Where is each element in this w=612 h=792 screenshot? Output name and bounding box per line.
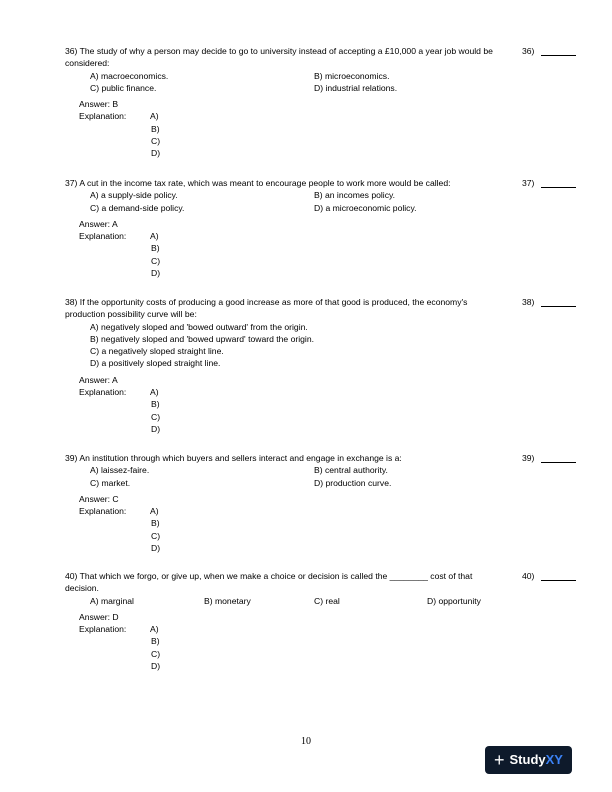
options [65,595,611,607]
explanation-a: A) [150,111,159,122]
option-b: B) monetary [204,595,251,606]
logo-text-main: Study [509,751,546,767]
question-stem: 36) The study of why a person may decide to go to university instead of accepting a £10,000 a year job would be considered: [65,46,493,69]
question-stem: 37) A cut in the income tax rate, which was meant to encourage people to work more would be called: [65,178,451,188]
question-stem: 40) That which we forgo, or give up, when we make a choice or decision is called the ________ cost of that decision. [65,571,473,594]
explanation-d: D) [151,543,161,554]
option-c: C) public finance. [90,82,157,93]
option-c: C) real [314,595,340,606]
explanation-b: B) [151,518,160,529]
explanation-a: A) [150,231,159,242]
question-40 [65,570,611,672]
explanation-c: C) [151,648,161,659]
answer-blank [541,580,576,581]
option-a: A) macroeconomics. [90,70,169,81]
answer-number: 37) [522,178,535,188]
explanation-label: Explanation: [79,231,127,242]
option-b: B) negatively sloped and 'bowed upward' toward the origin. [90,333,314,344]
question-stem: 39) An institution through which buyers and sellers interact and engage in exchange is a: [65,453,402,463]
answer-blank [541,55,576,56]
answer-line: Answer: A [79,374,118,385]
explanation-label: Explanation: [79,506,127,517]
logo-text-accent: XY [545,751,563,767]
answer-number: 39) [522,453,535,463]
answer-blank [541,462,576,463]
option-a: A) marginal [90,595,134,606]
explanation-b: B) [151,123,160,134]
answer-number: 40) [522,571,535,581]
question-stem: 38) If the opportunity costs of producing a good increase as more of that good is produced, the economy's production possibility curve will be: [65,297,468,320]
question-37 [65,177,611,279]
option-a: A) negatively sloped and 'bowed outward' from the origin. [90,321,308,332]
explanation-b: B) [151,243,160,254]
explanation-d: D) [151,661,161,672]
explanation [79,505,611,554]
options [65,464,611,489]
explanation-b: B) [151,399,160,410]
explanation-b: B) [151,636,160,647]
explanation [79,623,611,672]
option-b: B) central authority. [314,465,388,476]
option-b: B) an incomes policy. [314,190,396,201]
answer-number: 36) [522,46,535,56]
option-c: C) a demand-side policy. [90,202,185,213]
option-d: D) opportunity [427,595,481,606]
answer-line: Answer: A [79,218,118,229]
option-d: D) industrial relations. [314,82,398,93]
studyxy-logo[interactable] [485,746,572,774]
question-36 [65,45,611,160]
explanation-label: Explanation: [79,624,127,635]
options [65,189,611,214]
explanation-a: A) [150,624,159,635]
answer-line: Answer: D [79,611,119,622]
question-38 [65,296,611,435]
explanation [79,110,611,159]
plus-icon: + [494,749,505,770]
option-c: C) market. [90,477,131,488]
answer-blank [541,187,576,188]
option-c: C) a negatively sloped straight line. [90,346,224,357]
explanation [79,386,611,435]
explanation-label: Explanation: [79,111,127,122]
explanation-c: C) [151,411,161,422]
explanation-a: A) [150,506,159,517]
option-a: A) laissez-faire. [90,465,150,476]
explanation-a: A) [150,387,159,398]
explanation-c: C) [151,255,161,266]
options [65,70,611,95]
explanation [79,230,611,279]
question-39 [65,452,611,554]
explanation-d: D) [151,148,161,159]
answer-blank [541,306,576,307]
options [90,321,611,370]
explanation-c: C) [151,136,161,147]
answer-line: Answer: C [79,493,119,504]
explanation-d: D) [151,423,161,434]
page-number: 10 [301,736,311,747]
option-d: D) production curve. [314,477,392,488]
option-d: D) a positively sloped straight line. [90,358,221,369]
option-a: A) a supply-side policy. [90,190,178,201]
option-b: B) microeconomics. [314,70,390,81]
answer-number: 38) [522,297,535,307]
explanation-label: Explanation: [79,387,127,398]
explanation-d: D) [151,268,161,279]
explanation-c: C) [151,530,161,541]
option-d: D) a microeconomic policy. [314,202,417,213]
answer-line: Answer: B [79,99,119,110]
